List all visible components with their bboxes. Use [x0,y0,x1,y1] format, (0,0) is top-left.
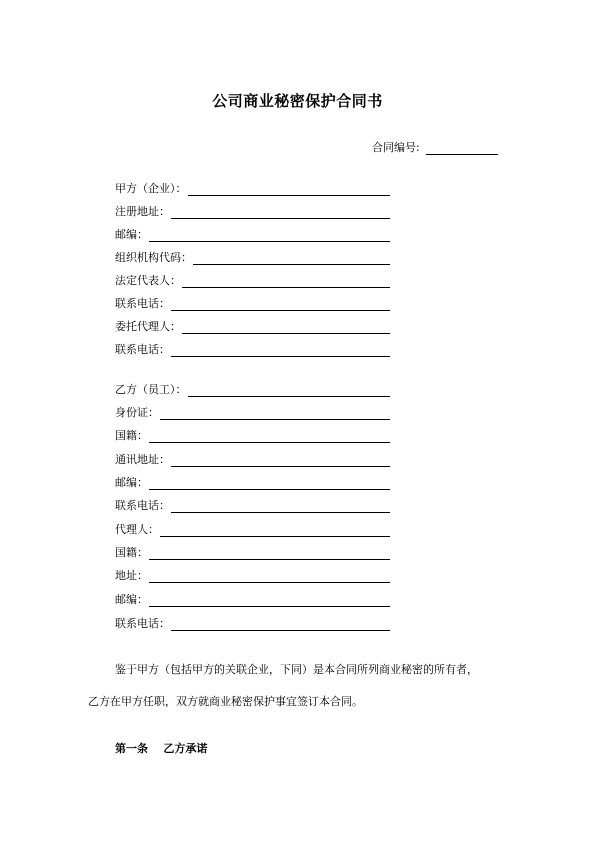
fill-line[interactable] [149,430,390,443]
field-label: 联系电话： [115,499,170,512]
party-b-mail-address-field[interactable] [115,451,390,467]
field-label: 国籍： [115,429,148,442]
contract-number [372,139,498,155]
party-a-name-field[interactable] [115,180,390,196]
fill-line[interactable] [182,321,390,334]
party-b-agent-phone-field[interactable] [115,615,390,631]
party-a-org-code-field[interactable] [115,249,390,265]
fill-line[interactable] [171,454,390,467]
fill-line[interactable] [149,594,390,607]
party-a-agent-field[interactable] [115,318,390,334]
party-b-postcode-field[interactable] [115,474,390,490]
party-b-nationality-field[interactable] [115,427,390,443]
party-b-agent-field[interactable] [115,521,390,537]
preamble-line-2: 乙方在甲方任职，双方就商业秘密保护事宜签订本合同。 [88,695,363,708]
party-b-name-field[interactable] [115,381,390,397]
party-a-address-field[interactable] [115,203,390,219]
fill-line[interactable] [149,229,390,242]
field-label: 邮编： [115,476,148,489]
field-label: 地址： [115,569,148,582]
field-label: 邮编： [115,228,148,241]
field-label: 身份证： [115,406,159,419]
fill-line[interactable] [171,298,390,311]
fill-line[interactable] [182,275,390,288]
field-label: 甲方（企业）： [115,182,187,195]
field-label: 注册地址： [115,205,170,218]
party-b-agent-nationality-field[interactable] [115,544,390,560]
article-1-heading: 第一条 乙方承诺 [115,742,208,755]
fill-line[interactable] [149,547,390,560]
field-label: 法定代表人： [115,274,181,287]
preamble-line-1: 鉴于甲方（包括甲方的关联企业，下同）是本合同所列商业秘密的所有者， [115,663,478,676]
field-label: 乙方（员工）： [115,383,187,396]
contract-number-blank[interactable] [426,142,498,155]
fill-line[interactable] [149,477,390,490]
document-title: 公司商业秘密保护合同书 [212,92,383,110]
party-b-phone-field[interactable] [115,497,390,513]
party-a-phone-field[interactable] [115,295,390,311]
field-label: 联系电话： [115,297,170,310]
fill-line[interactable] [160,407,390,420]
field-label: 委托代理人： [115,320,181,333]
fill-line[interactable] [160,524,390,537]
fill-line[interactable] [171,500,390,513]
party-a-legal-rep-field[interactable] [115,272,390,288]
fill-line[interactable] [149,570,390,583]
fill-line[interactable] [171,206,390,219]
field-label: 通讯地址： [115,453,170,466]
fill-line[interactable] [171,618,390,631]
fill-line[interactable] [171,344,390,357]
fill-line[interactable] [193,252,390,265]
field-label: 联系电话： [115,617,170,630]
field-label: 代理人： [115,523,159,536]
field-label: 组织机构代码： [115,251,192,264]
party-a-agent-phone-field[interactable] [115,341,390,357]
fill-line[interactable] [188,384,391,397]
field-label: 国籍： [115,546,148,559]
fill-line[interactable] [188,183,391,196]
party-b-id-field[interactable] [115,404,390,420]
party-a-postcode-field[interactable] [115,226,390,242]
party-b-agent-address-field[interactable] [115,567,390,583]
contract-number-label: 合同编号: [372,141,420,154]
field-label: 联系电话： [115,343,170,356]
party-b-agent-postcode-field[interactable] [115,591,390,607]
field-label: 邮编： [115,593,148,606]
